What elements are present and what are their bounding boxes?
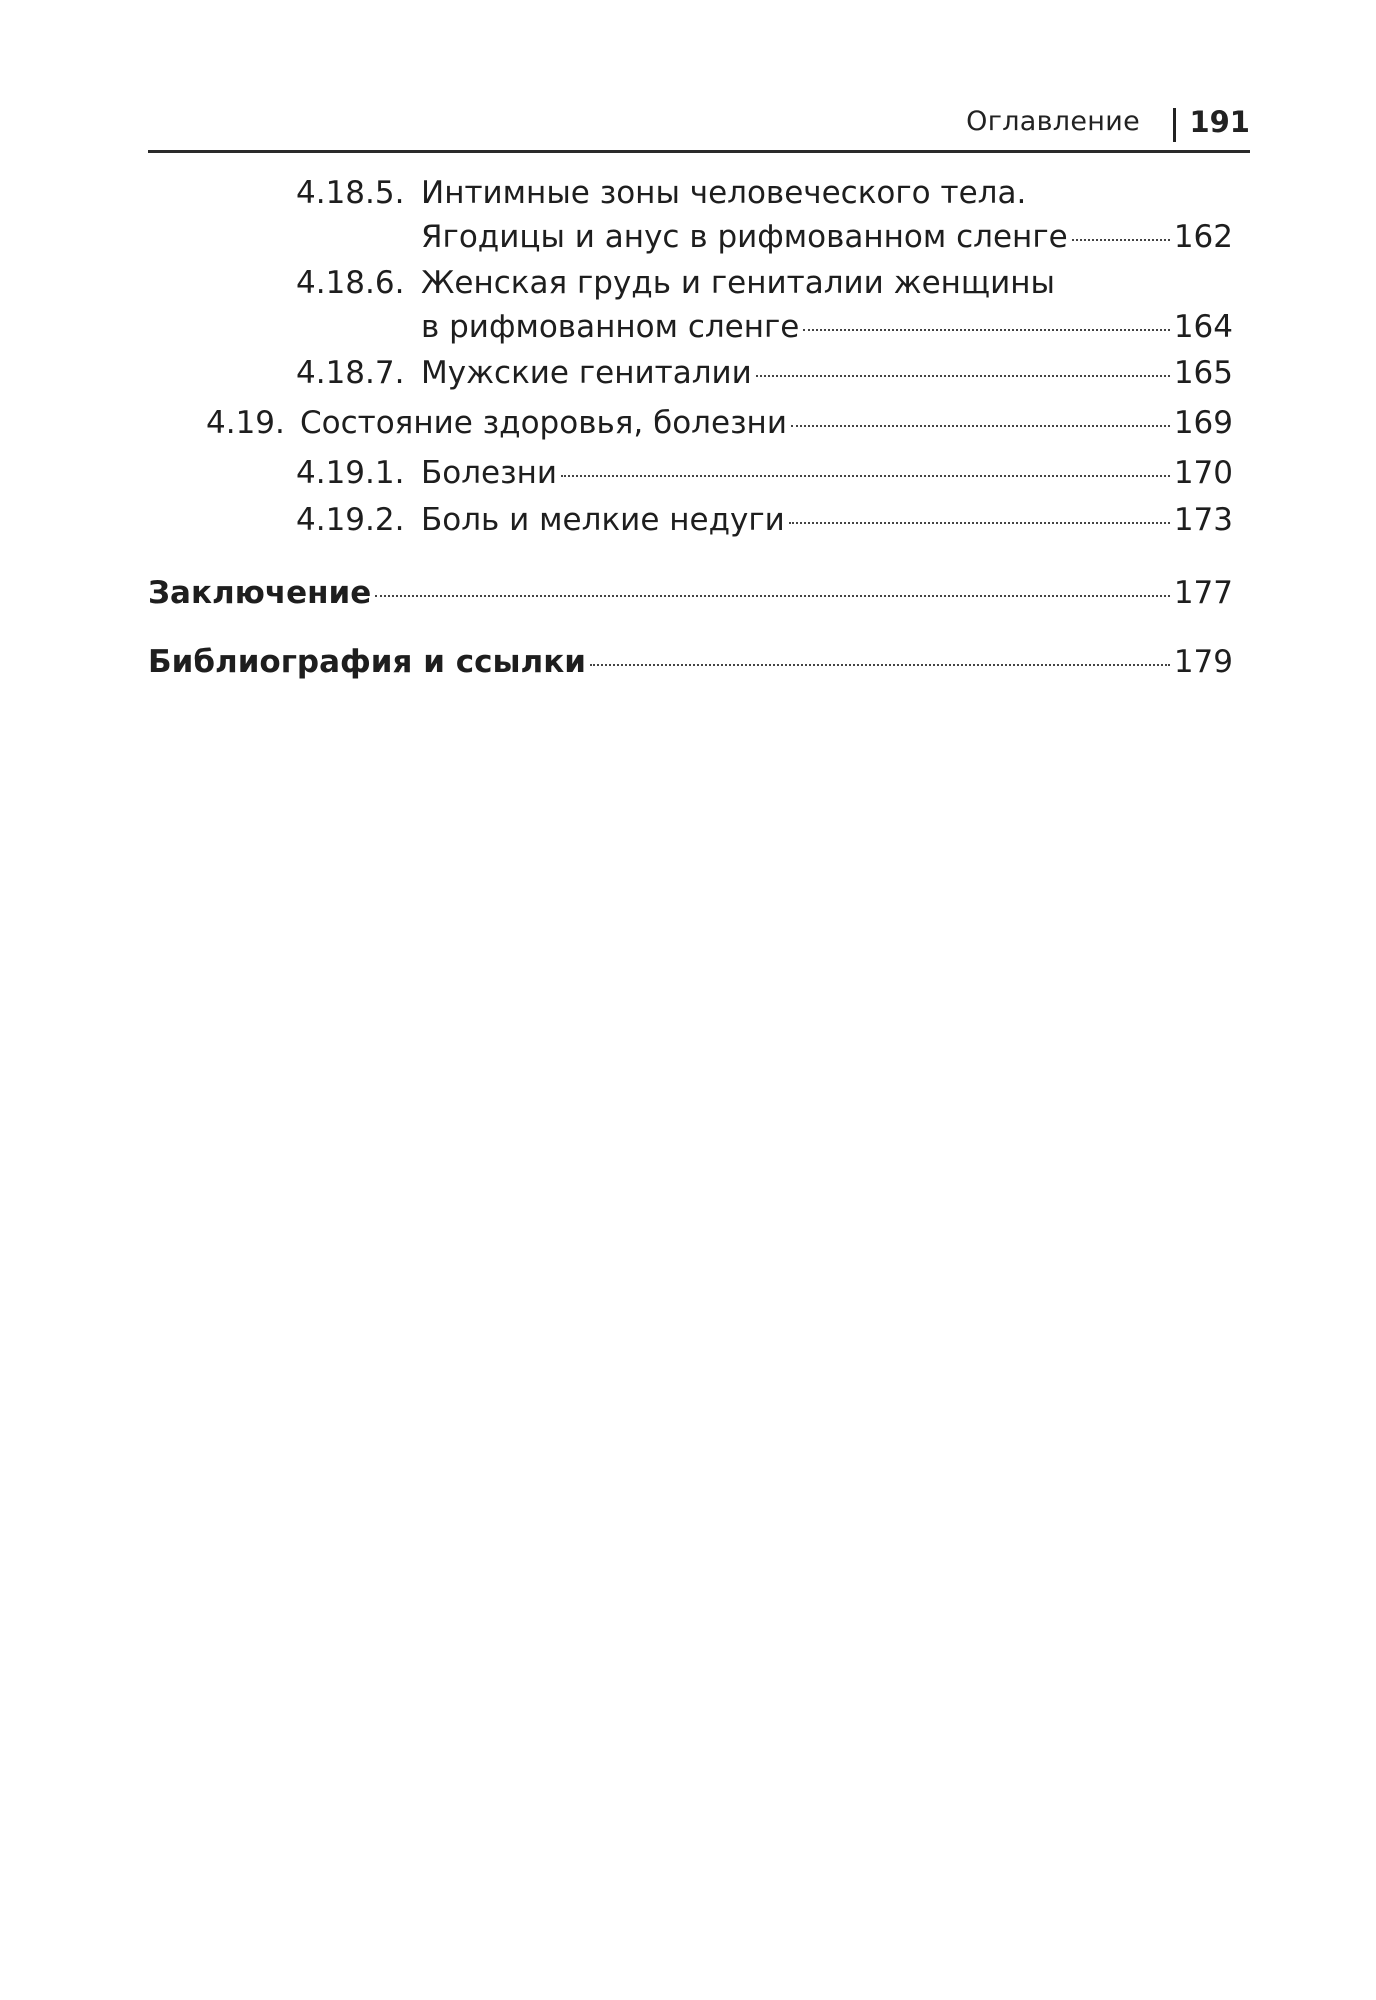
toc-entry-title: Женская грудь и гениталии женщины [421, 265, 1056, 301]
toc-entry-title-continued: в рифмованном сленге [421, 309, 800, 345]
toc-entry-number: 4.19. [206, 405, 285, 441]
dot-leader [590, 664, 1170, 666]
dot-leader [756, 375, 1170, 377]
toc-entry-number: 4.18.7. [296, 355, 405, 391]
toc-entry-number: 4.18.6. [296, 265, 405, 301]
toc-entry-line [421, 348, 1233, 398]
toc-page-number: 179 [1173, 644, 1233, 680]
dot-leader [375, 595, 1170, 597]
dot-leader [803, 329, 1169, 331]
toc-entry-title: Мужские гениталии [421, 355, 752, 391]
toc-entry-line [300, 398, 1233, 448]
toc-entry-title: Боль и мелкие недуги [421, 502, 785, 538]
toc-entry-title: Интимные зоны человеческого тела. [421, 175, 1027, 211]
toc-entry-title-continued: Ягодицы и анус в рифмованном сленге [421, 219, 1068, 255]
toc-chapter-title: Заключение [148, 575, 372, 611]
toc-entry-number: 4.19.2. [296, 502, 405, 538]
toc-entry-number: 4.18.5. [296, 175, 405, 211]
running-header [148, 104, 1250, 153]
running-header-title: Оглавление [966, 106, 1140, 137]
toc-entry-number: 4.19.1. [296, 455, 405, 491]
toc-entry-line [421, 448, 1233, 498]
running-header-separator [1173, 108, 1176, 142]
dot-leader [789, 522, 1170, 524]
toc-page-number: 177 [1173, 575, 1233, 611]
toc-entry-line [421, 302, 1233, 352]
dot-leader [561, 475, 1170, 477]
toc-entry-line [421, 495, 1233, 545]
page-number: 191 [1189, 105, 1250, 139]
toc-page-number: 169 [1173, 405, 1233, 441]
toc-entry-line [148, 568, 1233, 618]
dot-leader [1072, 239, 1170, 241]
toc-page-number: 173 [1173, 502, 1233, 538]
toc-entry-title: Состояние здоровья, болезни [300, 405, 787, 441]
toc-entry-line [148, 637, 1233, 687]
toc-page-number: 164 [1173, 309, 1233, 345]
toc-page-number: 165 [1173, 355, 1233, 391]
dot-leader [791, 425, 1170, 427]
toc-page-number: 162 [1173, 219, 1233, 255]
toc-entry-line [421, 212, 1233, 262]
toc-chapter-title: Библиография и ссылки [148, 644, 586, 680]
toc-page-number: 170 [1173, 455, 1233, 491]
toc-entry-title: Болезни [421, 455, 558, 491]
